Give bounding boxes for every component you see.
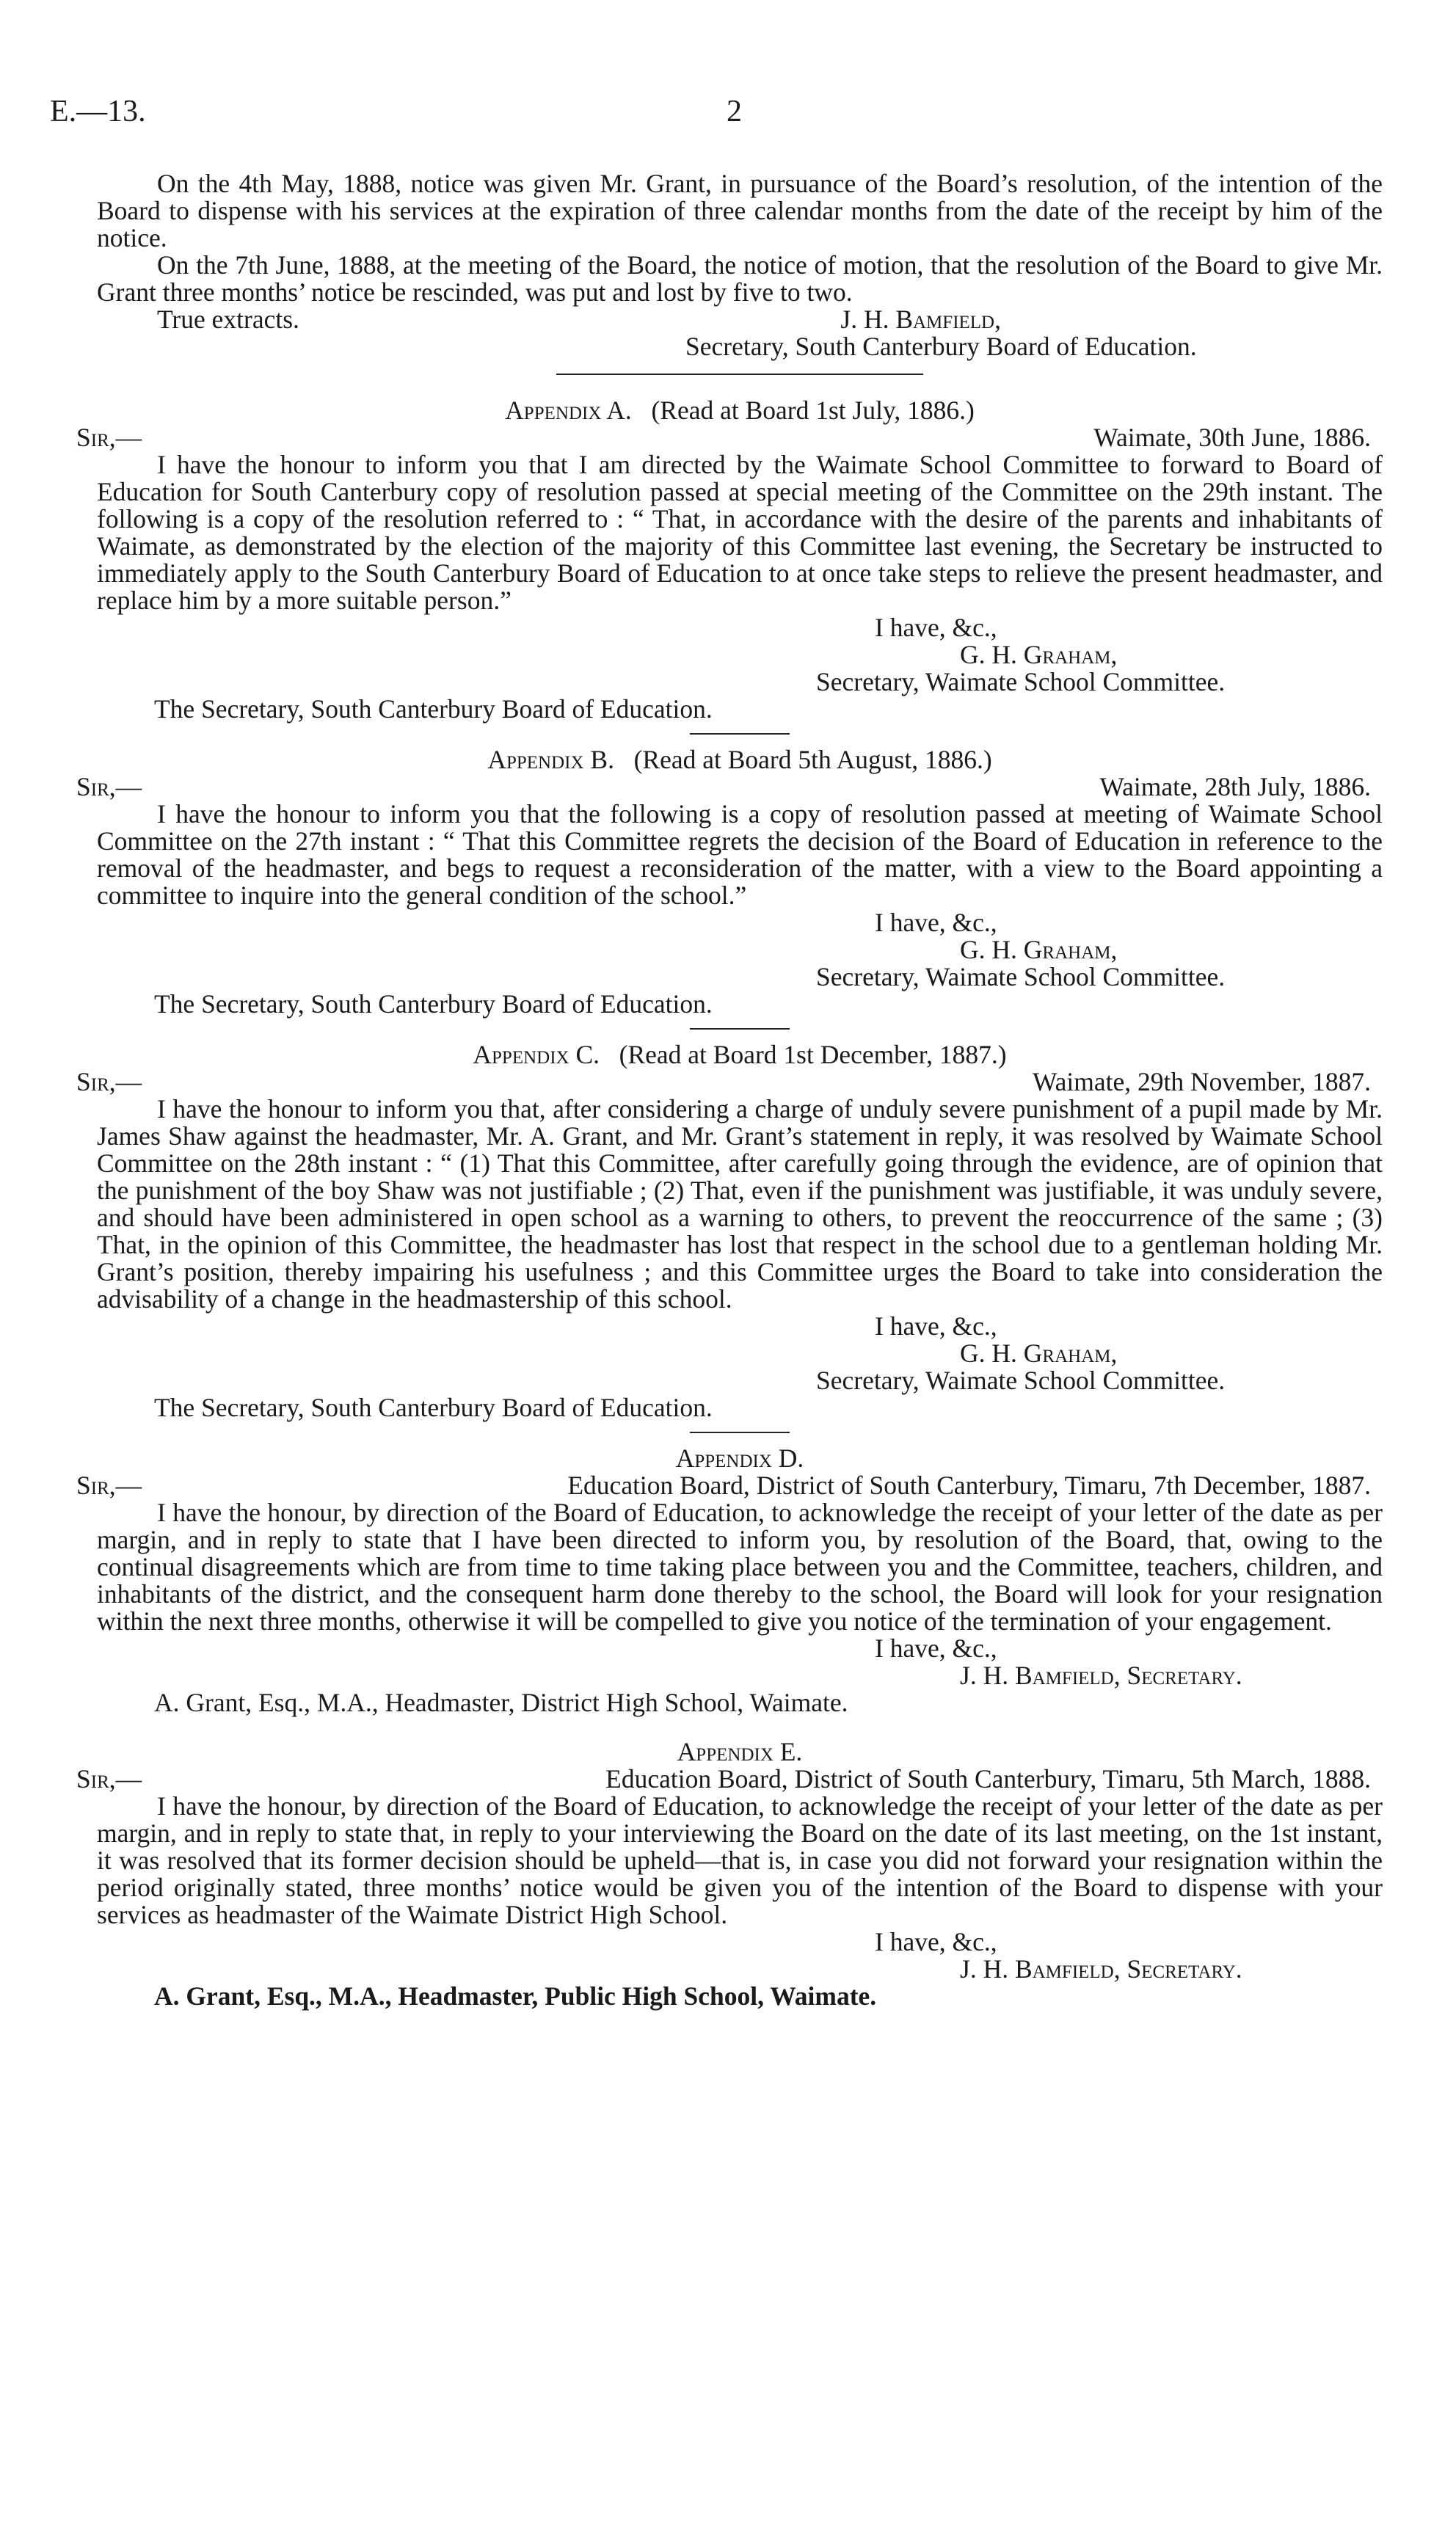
appendix-b-title: Appendix B. bbox=[487, 745, 614, 774]
appendix-c-heading bbox=[97, 1041, 1383, 1068]
appendix-c-signer: G. H. Graham, bbox=[960, 1339, 1118, 1368]
intro-paragraph-2: On the 7th June, 1888, at the meeting of the Board, the notice of motion, that the resolution of the Board to give Mr. Grant three months’ notice be rescinded, was put and lost by five to two. bbox=[97, 250, 1383, 307]
appendix-d-title: Appendix D. bbox=[675, 1443, 804, 1473]
appendix-a-place-date: Waimate, 30th June, 1886. bbox=[1093, 423, 1371, 452]
appendix-c-closing: I have, &c., bbox=[875, 1311, 997, 1341]
page-number: 2 bbox=[727, 95, 742, 128]
true-extracts-line bbox=[97, 306, 1383, 333]
appendix-c-read-date: (Read at Board 1st December, 1887.) bbox=[619, 1040, 1007, 1069]
appendix-b-salutation: Sir,— bbox=[76, 772, 142, 801]
appendix-b-addressee: The Secretary, South Canterbury Board of Education. bbox=[154, 989, 713, 1019]
appendix-b-signer: G. H. Graham, bbox=[960, 935, 1118, 964]
appendix-c-signer-title: Secretary, Waimate School Committee. bbox=[816, 1366, 1226, 1395]
appendix-c-title: Appendix C. bbox=[473, 1040, 600, 1069]
appendix-e-addressee: A. Grant, Esq., M.A., Headmaster, Public High School, Waimate. bbox=[154, 1981, 877, 2011]
appendix-c-salutation-line bbox=[76, 1068, 1383, 1096]
appendix-d-addressee: A. Grant, Esq., M.A., Headmaster, District High School, Waimate. bbox=[154, 1688, 848, 1717]
appendix-divider bbox=[690, 1432, 790, 1433]
appendix-d-signer: J. H. Bamfield, Secretary. bbox=[960, 1661, 1242, 1690]
appendix-b-heading bbox=[97, 746, 1383, 773]
appendix-c-addressee: The Secretary, South Canterbury Board of Education. bbox=[154, 1393, 713, 1422]
appendix-a-read-date: (Read at Board 1st July, 1886.) bbox=[651, 396, 975, 425]
appendix-c-salutation: Sir,— bbox=[76, 1067, 142, 1096]
appendix-a-signer-title: Secretary, Waimate School Committee. bbox=[816, 667, 1226, 696]
appendix-a-body: I have the honour to inform you that I am directed by the Waimate School Committee to forward to Board of Education for South Canterbury copy of resolution passed at special meeting of the Committee on the 29th instant. The following is a copy of the resolution referred to : “ That, in accordance with the desire of the parents and inhabitants of Waimate, as demonstrated by the election of the majority of this Committee last evening, the Secretary be instructed to immediately apply to the South Canterbury Board of Education to at once take steps to relieve the present headmaster, and replace him by a more suitable person.” bbox=[97, 450, 1383, 615]
appendix-a-heading bbox=[97, 397, 1383, 424]
true-extracts: True extracts. bbox=[157, 305, 299, 334]
appendix-a-signer: G. H. Graham, bbox=[960, 640, 1118, 669]
appendix-e-salutation: Sir,— bbox=[76, 1764, 142, 1793]
appendix-a-closing: I have, &c., bbox=[875, 613, 997, 642]
appendix-b-salutation-line bbox=[76, 773, 1383, 801]
appendix-b-closing: I have, &c., bbox=[875, 908, 997, 937]
page-body bbox=[76, 169, 1383, 2011]
intro-signer: J. H. Bamfield, bbox=[840, 305, 1001, 334]
appendix-a-salutation-line bbox=[76, 424, 1383, 451]
appendix-b-body: I have the honour to inform you that the following is a copy of resolution passed at meeting of Waimate School Committee on the 27th instant : “ That this Committee regrets the decision of the Board of Education in reference to the removal of the headmaster, and begs to request a reconsideration of the matter, with a view to the Board appointing a committee to inquire into the general condition of the school.” bbox=[97, 799, 1383, 910]
appendix-e-body: I have the honour, by direction of the Board of Education, to acknowledge the receipt of your letter of the date as per margin, and in reply to state that, in reply to your interviewing the Board on the date of its last meeting, on the 1st instant, it was resolved that its former decision should be upheld—that is, in case you did not forward your resignation within the period originally stated, three months’ notice would be given you of the intention of the Board to dispense with your services as headmaster of the Waimate District High School. bbox=[97, 1791, 1383, 1929]
appendix-d-salutation-line bbox=[76, 1472, 1383, 1499]
appendix-e-signer: J. H. Bamfield, Secretary. bbox=[960, 1954, 1242, 1984]
appendix-c-place-date: Waimate, 29th November, 1887. bbox=[1032, 1067, 1371, 1096]
appendix-b-place-date: Waimate, 28th July, 1886. bbox=[1099, 772, 1371, 801]
section-divider bbox=[556, 374, 923, 375]
intro-paragraph-1: On the 4th May, 1888, notice was given Mr. Grant, in pursuance of the Board’s resolution, of the intention of the Board to dispense with his services at the expiration of three calendar months from the date of the receipt by him of the notice. bbox=[97, 169, 1383, 252]
appendix-e-place-date: Education Board, District of South Canterbury, Timaru, 5th March, 1888. bbox=[605, 1764, 1371, 1793]
intro-signer-title: Secretary, South Canterbury Board of Education. bbox=[685, 332, 1197, 361]
appendix-a-title: Appendix A. bbox=[505, 396, 632, 425]
appendix-b-read-date: (Read at Board 5th August, 1886.) bbox=[633, 745, 992, 774]
appendix-e-closing: I have, &c., bbox=[875, 1927, 997, 1956]
appendix-e-title: Appendix E. bbox=[677, 1737, 803, 1766]
appendix-d-body: I have the honour, by direction of the Board of Education, to acknowledge the receipt of your letter of the date as per margin, and in reply to state that I have been directed to inform you, by resolution of the Board, that, owing to the continual disagreements which are from time to time taking place between you and the Committee, teachers, children, and inhabitants of the district, and the consequent harm done thereby to the school, the Board will look for your resignation within the next three months, otherwise it will be compelled to give you notice of the termination of your engagement. bbox=[97, 1498, 1383, 1636]
appendix-d-closing: I have, &c., bbox=[875, 1634, 997, 1663]
report-reference: E.—13. bbox=[50, 95, 146, 128]
appendix-divider bbox=[690, 733, 790, 735]
appendix-e-salutation-line bbox=[76, 1766, 1383, 1793]
appendix-c-body: I have the honour to inform you that, after considering a charge of unduly severe punishment of a pupil made by Mr. James Shaw against the headmaster, Mr. A. Grant, and Mr. Grant’s statement in reply, it was resolved by Waimate School Committee on the 28th instant : “ (1) That this Committee, after carefully going through the evidence, are of opinion that the punishment of the boy Shaw was not justifiable ; (2) That, even if the punishment was justifiable, it was unduly severe, and should have been administered in open school as a warning to others, to prevent the reoccurrence of the same ; (3) That, in the opinion of this Committee, the headmaster has lost that respect in the school due to a gentleman holding Mr. Grant’s position, thereby impairing his usefulness ; and this Committee urges the Board to take into consideration the advisability of a change in the headmastership of this school. bbox=[97, 1094, 1383, 1314]
appendix-divider bbox=[690, 1028, 790, 1030]
appendix-b-signer-title: Secretary, Waimate School Committee. bbox=[816, 962, 1226, 991]
appendix-d-place-date: Education Board, District of South Canterbury, Timaru, 7th December, 1887. bbox=[567, 1471, 1371, 1500]
appendix-a-addressee: The Secretary, South Canterbury Board of Education. bbox=[154, 694, 713, 724]
appendix-a-salutation: Sir,— bbox=[76, 423, 142, 452]
appendix-d-salutation: Sir,— bbox=[76, 1471, 142, 1500]
